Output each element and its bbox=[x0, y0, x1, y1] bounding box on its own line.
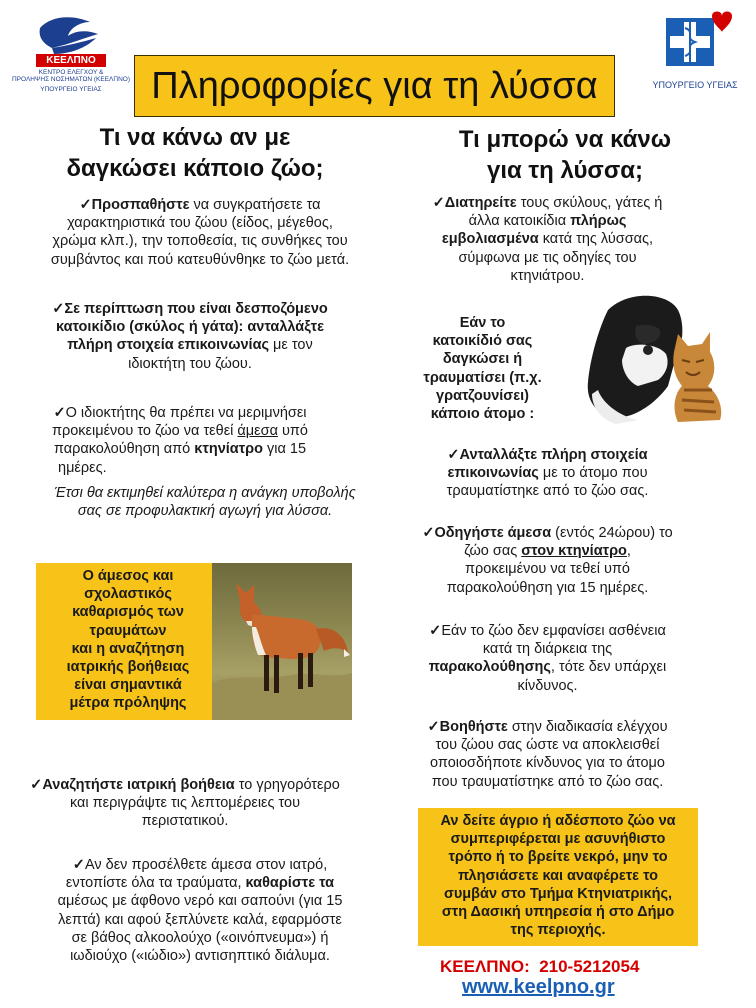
logo-line3: ΥΠΟΥΡΓΕΙΟ ΥΓΕΙΑΣ bbox=[40, 86, 102, 93]
fox-photo bbox=[212, 563, 352, 720]
caduceus-heart-icon bbox=[640, 10, 750, 76]
phone-number: 210-5212054 bbox=[539, 957, 640, 976]
check-icon: ✓ bbox=[79, 197, 92, 213]
page-title: Πληροφορίες για τη λύσσα bbox=[134, 55, 615, 117]
right-item-1: ✓Διατηρείτε τους σκύλους, γάτες ή άλλα κατοικίδια πλήρως εμβολιασμένα κατά της λύσσας, σύμφωνα με τις οδηγίες του κτηνιάτρου. bbox=[432, 195, 663, 284]
wild-animal-callout: Αν δείτε άγριο ή αδέσποτο ζώο να συμπεριφέρεται με ασυνήθιστο τρόπο ή το βρείτε νεκρό, μην το πλησιάσετε και αναφέρετε το συμβάν στο Τμήμα Κτηνιατρικής, στη Δασική υπηρεσία ή στο Δήμο της περιοχής. bbox=[418, 808, 698, 946]
dog-cat-photo bbox=[578, 290, 738, 426]
left-item-1: ✓Προσπαθήστε να συγκρατήσετε τα χαρακτηριστικά του ζώου (είδος, μέγεθος, χρώμα κλπ.), την τοποθεσία, τις συνθήκες του συμβάντος και πού κατευθύνθηκε το ζώο μετά. bbox=[50, 197, 350, 268]
left-heading: Τι να κάνω αν με δαγκώσει κάποιο ζώο; bbox=[66, 124, 324, 182]
check-icon: ✓ bbox=[30, 777, 43, 793]
right-item-3: ✓Οδηγήστε άμεσα (εντός 24ώρου) το ζώο σας στον κτηνίατρο, προκειμένου να τεθεί υπό παρακολούθηση για 15 ημέρες. bbox=[422, 525, 673, 596]
fox-icon bbox=[212, 563, 352, 720]
check-icon: ✓ bbox=[53, 405, 66, 421]
left-item-4: ✓Αναζητήστε ιατρική βοήθεια το γρηγορότερο και περιγράψτε τις λεπτομέρειες του περιστατικού. bbox=[30, 777, 340, 830]
pet-bite-subhead: Εάν το κατοικίδιό σας δαγκώσει ή τραυματίσει (π.χ. γρατζουνίσει) κάποιο άτομο : bbox=[423, 315, 542, 423]
check-icon: ✓ bbox=[447, 447, 460, 463]
left-italic-note: Έτσι θα εκτιμηθεί καλύτερα η ανάγκη υποβολής σας σε προφυλακτική αγωγή για λύσσα. bbox=[54, 485, 356, 520]
check-icon: ✓ bbox=[427, 719, 440, 735]
right-heading: Τι μπορώ να κάνω για τη λύσσα; bbox=[458, 126, 672, 184]
prevention-callout: Ο άμεσος και σχολαστικός καθαρισμός των τραυμάτων και η αναζήτηση ιατρικής βοήθειας είναι σημαντικά μέτρα πρόληψης bbox=[36, 563, 212, 720]
keelpno-logo bbox=[10, 8, 132, 98]
check-icon: ✓ bbox=[72, 857, 85, 873]
logo-line2: ΠΡΟΛΗΨΗΣ ΝΟΣΗΜΑΤΩΝ (ΚΕΕΛΠΝΟ) bbox=[11, 76, 130, 83]
right-item-4: ✓Εάν το ζώο δεν εμφανίσει ασθένεια κατά τη διάρκεια της παρακολούθησης, τότε δεν υπάρχει κίνδυνος. bbox=[428, 623, 667, 694]
ministry-label: ΥΠΟΥΡΓΕΙΟ ΥΓΕΙΑΣ bbox=[652, 80, 738, 90]
left-item-3: ✓Ο ιδιοκτήτης θα πρέπει να μεριμνήσει προκειμένου το ζώο να τεθεί άμεσα υπό παρακολούθηση από κτηνίατρο για 15 ημέρες. bbox=[51, 405, 308, 476]
left-item-5: ✓Αν δεν προσέλθετε άμεσα στον ιατρό, εντοπίστε όλα τα τραύματα, καθαρίστε τα αμέσως με άφθονο νερό και σαπούνι (για 15 λεπτά) και αφού ξεπλύνετε καλά, εφαρμόστε σε βάθος αλκοολούχο («οινόπνευμα») ή ιωδιούχο («ιώδιο») αντισηπτικό διάλυμα. bbox=[57, 857, 343, 965]
check-icon: ✓ bbox=[422, 525, 435, 541]
contact-phone bbox=[440, 957, 680, 977]
right-item-2: ✓Ανταλλάξτε πλήρη στοιχεία επικοινωνίας με το άτομο που τραυματίστηκε από το ζώο σας. bbox=[446, 447, 649, 500]
right-item-5: ✓Βοηθήστε στην διαδικασία ελέγχου του ζώου σας ώστε να αποκλεισθεί οποιοσδήποτε κίνδυνος για το άτομο που τραυματίστηκε από το ζώο σας. bbox=[427, 719, 668, 790]
check-icon: ✓ bbox=[429, 623, 442, 639]
check-icon: ✓ bbox=[52, 301, 65, 317]
phone-label: ΚΕΕΛΠΝΟ: bbox=[440, 957, 530, 976]
left-item-2: ✓Σε περίπτωση που είναι δεσποζόμενο κατοικίδιο (σκύλος ή γάτα): ανταλλάξτε πλήρη στοιχεία επικοινωνίας με τον ιδιοκτήτη του ζώου. bbox=[52, 301, 328, 372]
website-link[interactable]: www.keelpno.gr bbox=[462, 976, 615, 998]
logo-line1: ΚΕΝΤΡΟ ΕΛΕΓΧΟΥ & bbox=[38, 69, 104, 76]
logo-badge: ΚΕΕΛΠΝΟ bbox=[46, 55, 96, 66]
dog-cat-icon bbox=[578, 290, 738, 426]
check-icon: ✓ bbox=[432, 195, 445, 211]
ministry-logo bbox=[640, 10, 750, 90]
